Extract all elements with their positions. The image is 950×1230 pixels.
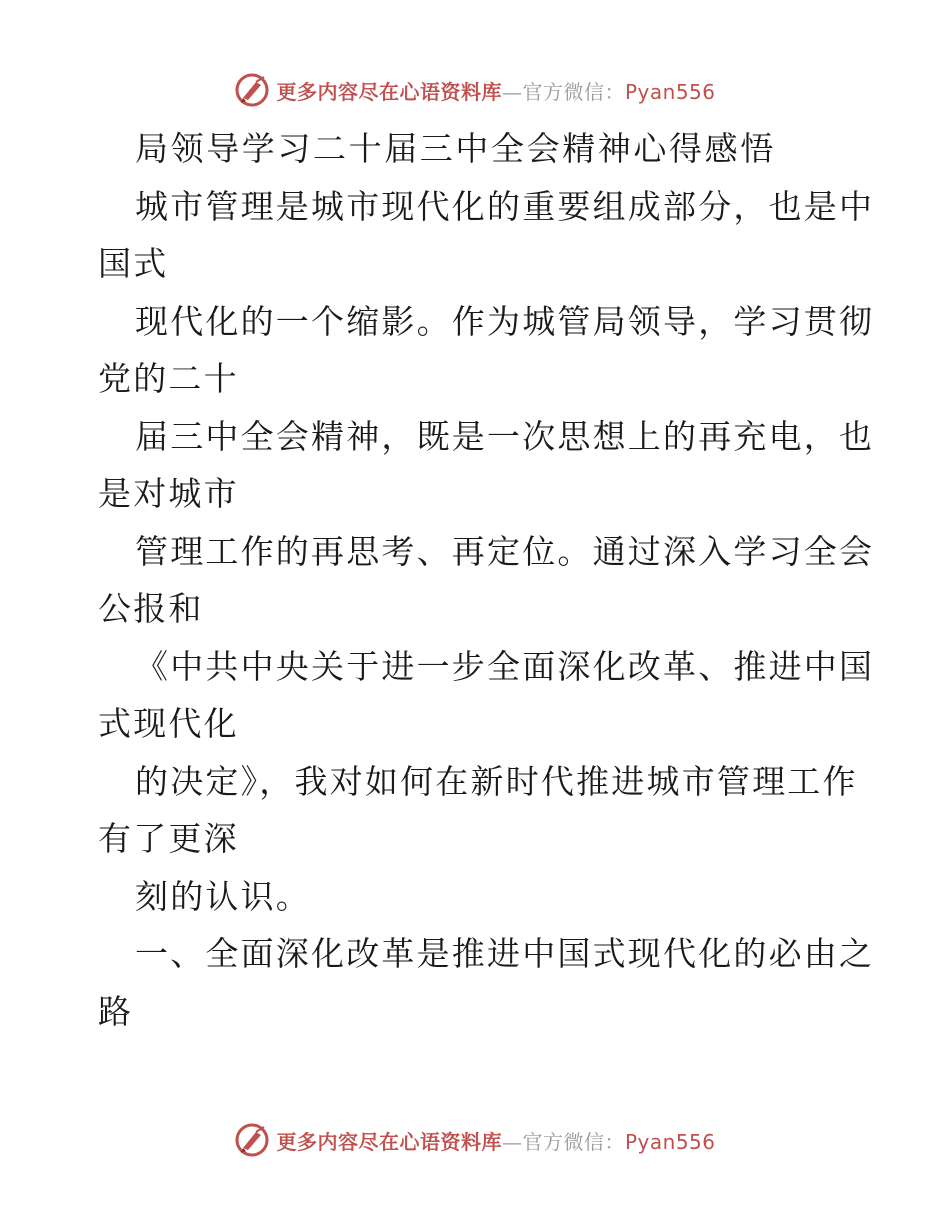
text-line: 公报和	[98, 589, 204, 628]
watermark-wechat-id: Pyan556	[624, 79, 716, 104]
text-line: 党的二十	[98, 359, 239, 398]
watermark-wechat-label: 官方微信：	[522, 79, 625, 104]
text-line: 是对城市	[98, 474, 239, 513]
watermark-brand: 更多内容尽在心语资料库	[276, 1129, 502, 1154]
footer-watermark	[0, 1120, 950, 1160]
header-watermark	[0, 70, 950, 110]
text-line: 现代化的一个缩影。作为城管局领导，学习贯彻	[135, 301, 875, 341]
watermark-text	[276, 76, 715, 105]
watermark-brand: 更多内容尽在心语资料库	[276, 79, 502, 104]
text-line: 国式	[98, 244, 169, 283]
document-body	[98, 120, 875, 1040]
text-line: 届三中全会精神，既是一次思想上的再充电，也	[135, 416, 875, 456]
watermark-dash: —	[501, 79, 523, 104]
text-line: 管理工作的再思考、再定位。通过深入学习全会	[135, 531, 875, 571]
text-line: 刻的认识。	[135, 876, 311, 916]
watermark-wechat-label: 官方微信：	[522, 1129, 625, 1154]
section-heading-line: 路	[98, 991, 134, 1031]
quill-pen-logo-icon	[234, 72, 270, 108]
watermark-dash: —	[501, 1129, 523, 1154]
text-line: 城市管理是城市现代化的重要组成部分，也是中	[135, 186, 875, 226]
watermark-wechat-id: Pyan556	[624, 1129, 716, 1154]
section-heading-line: 一、全面深化改革是推进中国式现代化的必由之	[135, 934, 875, 973]
quill-pen-logo-icon	[234, 1122, 270, 1158]
text-line: 《中共中央关于进一步全面深化改革、推进中国	[135, 646, 875, 686]
document-title: 局领导学习二十届三中全会精神心得感悟	[135, 129, 776, 168]
watermark-text	[276, 1126, 715, 1155]
text-line: 的决定》，我对如何在新时代推进城市管理工作	[135, 761, 858, 801]
text-line: 式现代化	[98, 704, 239, 743]
text-line: 有了更深	[98, 819, 239, 858]
